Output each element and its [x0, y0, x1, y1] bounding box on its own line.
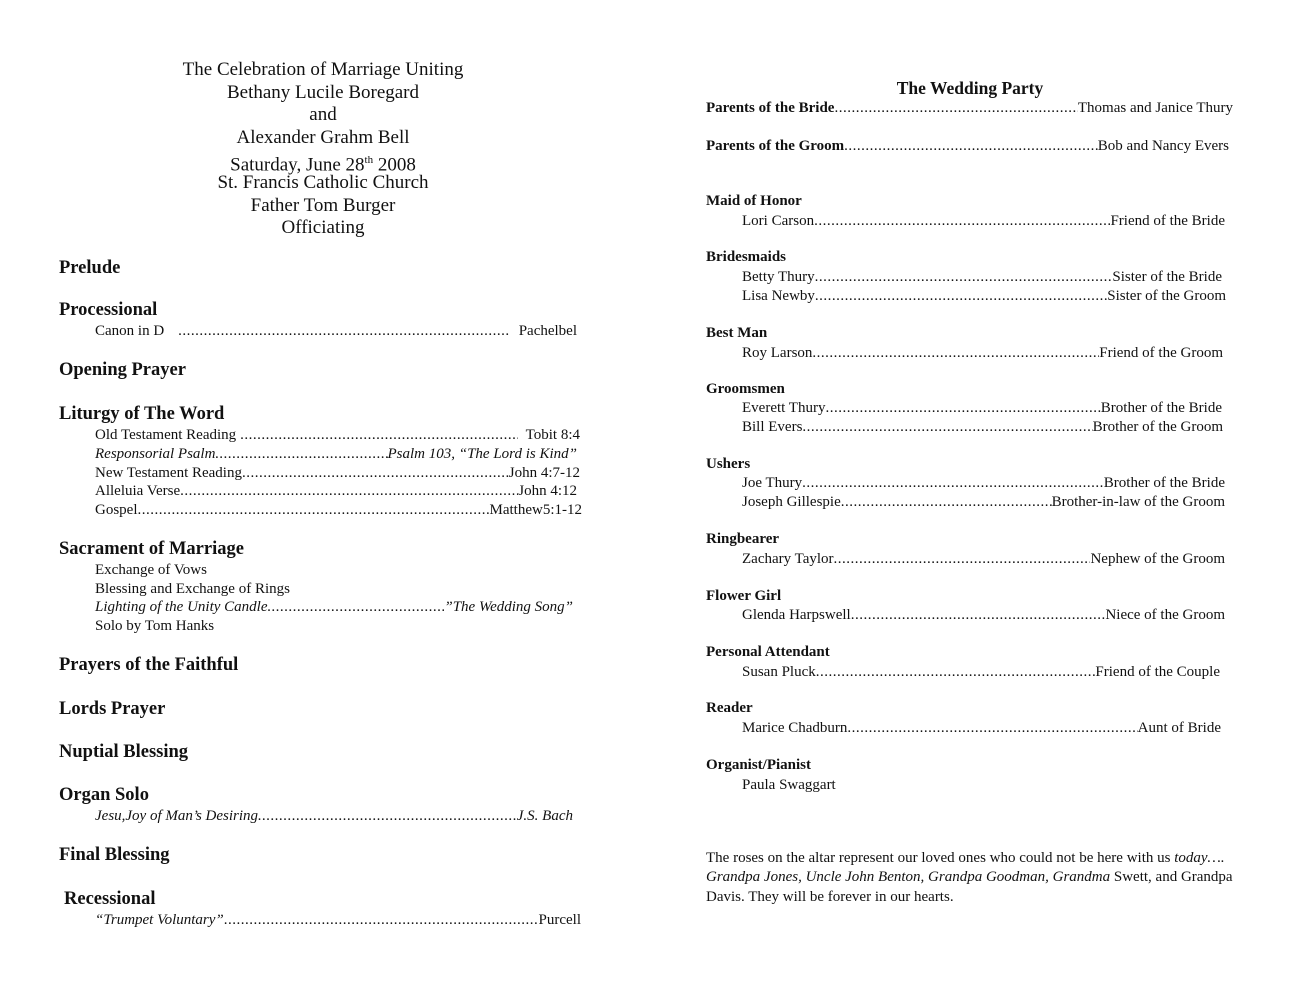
leader-dots	[825, 399, 1100, 417]
program-title-line-1: The Celebration of Marriage Uniting	[182, 59, 464, 80]
item-label: Parents of the Bride	[706, 100, 835, 116]
item-value: Pachelbel	[518, 323, 577, 339]
liturgy-item	[95, 445, 577, 463]
party-row	[742, 719, 1221, 737]
date-prefix: Saturday, June 28	[230, 154, 365, 176]
section-final-blessing: Final Blessing	[59, 845, 170, 865]
organist-heading: Organist/Pianist	[706, 757, 812, 773]
leader-dots	[240, 426, 517, 444]
flower-girl-heading: Flower Girl	[706, 588, 782, 604]
leader-dots	[841, 493, 1052, 511]
leader-dots	[851, 606, 1106, 624]
item-value: Brother-in-law of the Groom	[1051, 494, 1225, 510]
sacrament-candle	[95, 598, 573, 616]
leader-dots	[847, 719, 1137, 737]
item-value: Bob and Nancy Evers	[1097, 138, 1229, 154]
party-row	[742, 663, 1220, 681]
section-recessional: Recessional	[64, 889, 156, 909]
sacrament-solo: Solo by Tom Hanks	[95, 618, 215, 634]
memorial-text-end: Swett, and Grandpa Davis. They will be forever in our hearts.	[706, 869, 1233, 905]
item-label: Betty Thury	[742, 269, 815, 285]
leader-dots	[215, 445, 387, 463]
church-name: St. Francis Catholic Church	[217, 172, 429, 193]
party-row	[742, 287, 1226, 305]
party-row	[742, 606, 1225, 624]
program-title-line-2: Bethany Lucile Boregard	[226, 81, 420, 103]
best-man-heading: Best Man	[706, 325, 768, 341]
leader-dots	[138, 501, 490, 519]
leader-dots	[815, 268, 1113, 286]
item-value: Thomas and Janice Thury	[1077, 100, 1233, 116]
reader-heading: Reader	[706, 700, 753, 716]
item-label: Parents of the Groom	[706, 138, 845, 154]
attendant-heading: Personal Attendant	[706, 644, 830, 660]
leader-dots	[178, 322, 509, 340]
liturgy-item	[95, 464, 580, 482]
program-title-line-3: and	[309, 104, 337, 126]
item-label: Responsorial Psalm	[95, 446, 216, 462]
memorial-text-italic: today…. Grandpa Jones, Uncle John Benton, Grandpa Goodman, Grandma	[706, 850, 1225, 886]
item-label: Canon in D	[95, 323, 165, 339]
date-year: 2008	[373, 154, 416, 176]
item-label: Susan Pluck	[742, 664, 816, 680]
item-value: ”The Wedding Song”	[444, 599, 573, 615]
program-title-line-4: Alexander Grahm Bell	[236, 126, 410, 148]
party-row	[742, 344, 1223, 362]
leader-dots	[834, 550, 1091, 568]
liturgy-item	[95, 426, 580, 444]
section-nuptial-blessing: Nuptial Blessing	[59, 742, 189, 762]
item-label: Old Testament Reading	[95, 427, 237, 443]
leader-dots	[812, 344, 1099, 362]
item-value: Aunt of Bride	[1137, 720, 1221, 736]
party-row	[742, 268, 1222, 286]
item-value: Brother of the Bride	[1100, 400, 1222, 416]
groomsmen-heading: Groomsmen	[706, 381, 785, 397]
officiating-label: Officiating	[281, 217, 365, 239]
item-label: Marice Chadburn	[742, 720, 848, 736]
memorial-text-start: The roses on the altar represent our loved ones who could not be here with us	[706, 850, 1175, 866]
party-row	[742, 212, 1225, 230]
section-organ-solo: Organ Solo	[59, 785, 149, 805]
item-label: Lighting of the Unity Candle	[95, 599, 268, 615]
item-value: Tobit 8:4	[525, 427, 580, 443]
item-value: Friend of the Couple	[1095, 664, 1220, 680]
item-label: “Trumpet Voluntary”	[95, 912, 224, 928]
item-value: Purcell	[538, 912, 581, 928]
item-label: Glenda Harpswell	[742, 607, 851, 623]
item-value: Nephew of the Groom	[1090, 551, 1225, 567]
leader-dots	[815, 287, 1107, 305]
item-label: Joseph Gillespie	[742, 494, 841, 510]
item-value: Brother of the Bride	[1103, 475, 1225, 491]
leader-dots	[268, 598, 445, 616]
bridesmaids-heading: Bridesmaids	[706, 249, 787, 265]
item-label: Lisa Newby	[742, 288, 815, 304]
organ-item	[95, 807, 573, 825]
item-label: Roy Larson	[742, 345, 813, 361]
item-value: Sister of the Groom	[1107, 288, 1226, 304]
item-value: Friend of the Bride	[1110, 213, 1225, 229]
date-sup: th	[364, 154, 374, 167]
parents-groom-row	[706, 137, 1229, 155]
leader-dots	[258, 807, 517, 825]
ringbearer-heading: Ringbearer	[706, 531, 780, 547]
recessional-item	[95, 911, 581, 929]
section-liturgy: Liturgy of The Word	[59, 404, 225, 424]
item-label: Alleluia Verse	[95, 483, 181, 499]
leader-dots	[844, 137, 1098, 155]
item-label: New Testament Reading	[95, 465, 242, 481]
party-row	[742, 493, 1225, 511]
section-lords-prayer: Lords Prayer	[59, 699, 166, 719]
item-label: Joe Thury	[742, 475, 803, 491]
item-label: Lori Carson	[742, 213, 815, 229]
section-prelude: Prelude	[59, 258, 121, 278]
processional-item	[95, 322, 577, 340]
item-value: J.S. Bach	[516, 808, 573, 824]
section-opening-prayer: Opening Prayer	[59, 360, 186, 380]
officiant-name: Father Tom Burger	[250, 194, 396, 216]
item-value: Friend of the Groom	[1099, 345, 1223, 361]
leader-dots	[224, 911, 539, 929]
leader-dots	[242, 464, 509, 482]
leader-dots	[834, 99, 1077, 117]
wedding-party-title: The Wedding Party	[896, 78, 1044, 98]
ushers-heading: Ushers	[706, 456, 751, 472]
section-sacrament: Sacrament of Marriage	[59, 539, 244, 559]
item-label: Bill Evers	[742, 419, 803, 435]
section-processional: Processional	[59, 300, 158, 320]
leader-dots	[802, 474, 1104, 492]
section-prayers-faithful: Prayers of the Faithful	[59, 655, 239, 675]
item-value: Niece of the Groom	[1105, 607, 1225, 623]
liturgy-item	[95, 501, 582, 519]
item-label: Gospel	[95, 502, 138, 518]
party-row	[742, 550, 1225, 568]
leader-dots	[816, 663, 1096, 681]
item-value: Brother of the Groom	[1092, 419, 1223, 435]
item-value: John 4:7-12	[508, 465, 580, 481]
parents-bride-row	[706, 99, 1233, 117]
party-row	[742, 474, 1225, 492]
leader-dots	[802, 418, 1092, 436]
item-value: John 4:12	[518, 483, 577, 499]
sacrament-rings: Blessing and Exchange of Rings	[95, 581, 290, 597]
leader-dots	[180, 482, 518, 500]
memorial-note	[706, 849, 1236, 907]
item-label: Jesu,Joy of Man’s Desiring	[95, 808, 259, 824]
sacrament-vows: Exchange of Vows	[95, 562, 207, 578]
item-label: Everett Thury	[742, 400, 826, 416]
item-value: Psalm 103, “The Lord is Kind”	[387, 446, 577, 462]
liturgy-item	[95, 482, 577, 500]
leader-dots	[814, 212, 1110, 230]
item-value: Sister of the Bride	[1112, 269, 1222, 285]
item-label: Zachary Taylor	[742, 551, 834, 567]
party-row	[742, 399, 1222, 417]
party-row	[742, 418, 1223, 436]
maid-heading: Maid of Honor	[706, 193, 802, 209]
item-value: Matthew5:1-12	[489, 502, 582, 518]
organist-name: Paula Swaggart	[742, 777, 836, 793]
